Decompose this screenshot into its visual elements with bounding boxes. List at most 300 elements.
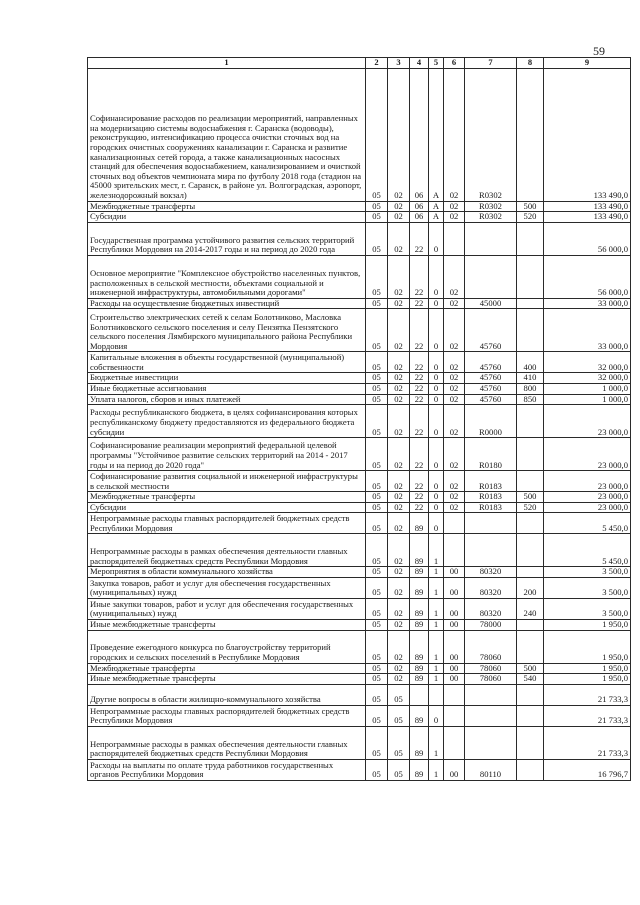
subprogram-code: 1 bbox=[429, 674, 444, 685]
column-header: 7 bbox=[465, 58, 517, 69]
row-name: Капитальные вложения в объекты государственной (муниципальной) собственности bbox=[88, 352, 366, 373]
subsection-code: 02 bbox=[388, 212, 410, 223]
subprogram-code: 1 bbox=[429, 567, 444, 578]
subsection-code: 02 bbox=[388, 471, 410, 492]
amount: 1 950,0 bbox=[544, 630, 631, 663]
column-header: 5 bbox=[429, 58, 444, 69]
table-row bbox=[88, 663, 631, 674]
subsection-code: 02 bbox=[388, 630, 410, 663]
main-activity-code: 00 bbox=[444, 567, 465, 578]
subprogram-code: 1 bbox=[429, 577, 444, 598]
direction-code: 78060 bbox=[465, 663, 517, 674]
section-code: 05 bbox=[366, 438, 388, 471]
table-header-row bbox=[88, 58, 631, 69]
main-activity-code: 00 bbox=[444, 577, 465, 598]
main-activity-code bbox=[444, 705, 465, 726]
column-header: 3 bbox=[388, 58, 410, 69]
subprogram-code: 0 bbox=[429, 705, 444, 726]
table-row bbox=[88, 255, 631, 298]
table-row bbox=[88, 212, 631, 223]
table-row bbox=[88, 759, 631, 780]
program-code: 89 bbox=[410, 577, 429, 598]
subprogram-code: А bbox=[429, 212, 444, 223]
section-code: 05 bbox=[366, 534, 388, 567]
expense-type-code bbox=[517, 471, 544, 492]
amount: 1 000,0 bbox=[544, 394, 631, 405]
main-activity-code: 00 bbox=[444, 674, 465, 685]
subprogram-code: 0 bbox=[429, 438, 444, 471]
subsection-code: 02 bbox=[388, 438, 410, 471]
expense-type-code: 500 bbox=[517, 663, 544, 674]
section-code: 05 bbox=[366, 619, 388, 630]
subprogram-code: 1 bbox=[429, 663, 444, 674]
program-code: 22 bbox=[410, 438, 429, 471]
row-name: Другие вопросы в области жилищно-коммунального хозяйства bbox=[88, 684, 366, 705]
expense-type-code bbox=[517, 630, 544, 663]
amount: 1 950,0 bbox=[544, 674, 631, 685]
direction-code: 45760 bbox=[465, 394, 517, 405]
direction-code: R0302 bbox=[465, 212, 517, 223]
program-code: 22 bbox=[410, 222, 429, 255]
program-code: 89 bbox=[410, 567, 429, 578]
row-name: Субсидии bbox=[88, 212, 366, 223]
amount: 23 000,0 bbox=[544, 492, 631, 503]
table-row bbox=[88, 705, 631, 726]
direction-code: 80320 bbox=[465, 567, 517, 578]
amount: 33 000,0 bbox=[544, 298, 631, 309]
direction-code: 45760 bbox=[465, 383, 517, 394]
expense-type-code bbox=[517, 619, 544, 630]
expense-type-code bbox=[517, 759, 544, 780]
table-row bbox=[88, 222, 631, 255]
subprogram-code: 1 bbox=[429, 619, 444, 630]
section-code: 05 bbox=[366, 68, 388, 201]
row-name: Софинансирование расходов по реализации мероприятий, направленных на модернизацию системы водоснабжения г. Саранска (водоводы), реконструкцию, интенсификацию процесса очистки сточных вод на городских очистных сооружениях канализации г. Саранска и развитие канализационных сетей города, а также канализационных насосных станций для обеспечения водоснабжением, канализированием и очисткой сточных вод объектов чемпионата мира по футболу 2018 года (стадион на 45000 зрительских мест, г. Саранск, в районе ул. Волгоградская, аэропорт, железнодорожный вокзал) bbox=[88, 68, 366, 201]
subprogram-code: 1 bbox=[429, 598, 444, 619]
row-name: Иные межбюджетные трансферты bbox=[88, 674, 366, 685]
main-activity-code: 02 bbox=[444, 471, 465, 492]
direction-code: 45000 bbox=[465, 298, 517, 309]
expense-type-code: 500 bbox=[517, 201, 544, 212]
row-name: Софинансирование реализации мероприятий федеральной целевой программы "Устойчивое развитие сельских территорий на 2014 - 2017 годы и на период до 2020 года" bbox=[88, 438, 366, 471]
subsection-code: 02 bbox=[388, 577, 410, 598]
program-code: 22 bbox=[410, 255, 429, 298]
direction-code: 78000 bbox=[465, 619, 517, 630]
main-activity-code: 02 bbox=[444, 438, 465, 471]
subsection-code: 02 bbox=[388, 513, 410, 534]
subsection-code: 02 bbox=[388, 663, 410, 674]
main-activity-code: 02 bbox=[444, 405, 465, 438]
program-code: 22 bbox=[410, 298, 429, 309]
amount: 3 500,0 bbox=[544, 598, 631, 619]
subprogram-code: А bbox=[429, 201, 444, 212]
amount: 1 950,0 bbox=[544, 619, 631, 630]
row-name: Государственная программа устойчивого развития сельских территорий Республики Мордовия на 2014-2017 годы и на период до 2020 года bbox=[88, 222, 366, 255]
main-activity-code bbox=[444, 222, 465, 255]
subprogram-code bbox=[429, 684, 444, 705]
section-code: 05 bbox=[366, 492, 388, 503]
subprogram-code: 0 bbox=[429, 405, 444, 438]
row-name: Межбюджетные трансферты bbox=[88, 663, 366, 674]
expense-type-code bbox=[517, 705, 544, 726]
program-code: 89 bbox=[410, 513, 429, 534]
table-row bbox=[88, 684, 631, 705]
subprogram-code: 1 bbox=[429, 726, 444, 759]
expense-type-code: 500 bbox=[517, 492, 544, 503]
subprogram-code: 1 bbox=[429, 630, 444, 663]
table-row bbox=[88, 373, 631, 384]
column-header: 9 bbox=[544, 58, 631, 69]
row-name: Бюджетные инвестиции bbox=[88, 373, 366, 384]
subprogram-code: 0 bbox=[429, 394, 444, 405]
subsection-code: 02 bbox=[388, 201, 410, 212]
main-activity-code: 02 bbox=[444, 255, 465, 298]
main-activity-code: 02 bbox=[444, 394, 465, 405]
amount: 23 000,0 bbox=[544, 471, 631, 492]
direction-code: 80110 bbox=[465, 759, 517, 780]
expense-type-code: 200 bbox=[517, 577, 544, 598]
table-row bbox=[88, 201, 631, 212]
direction-code bbox=[465, 534, 517, 567]
row-name: Проведение ежегодного конкурса по благоустройству территорий городских и сельских поселений в Республике Мордовия bbox=[88, 630, 366, 663]
amount: 1 000,0 bbox=[544, 383, 631, 394]
section-code: 05 bbox=[366, 373, 388, 384]
table-row bbox=[88, 630, 631, 663]
amount: 1 950,0 bbox=[544, 663, 631, 674]
direction-code bbox=[465, 513, 517, 534]
direction-code: R0302 bbox=[465, 68, 517, 201]
subsection-code: 05 bbox=[388, 726, 410, 759]
row-name: Межбюджетные трансферты bbox=[88, 201, 366, 212]
main-activity-code: 02 bbox=[444, 502, 465, 513]
expense-type-code: 520 bbox=[517, 502, 544, 513]
main-activity-code: 02 bbox=[444, 352, 465, 373]
program-code: 22 bbox=[410, 352, 429, 373]
direction-code: R0183 bbox=[465, 471, 517, 492]
subsection-code: 02 bbox=[388, 352, 410, 373]
amount: 21 733,3 bbox=[544, 705, 631, 726]
program-code: 22 bbox=[410, 394, 429, 405]
program-code: 89 bbox=[410, 598, 429, 619]
section-code: 05 bbox=[366, 630, 388, 663]
subsection-code: 02 bbox=[388, 598, 410, 619]
subsection-code: 02 bbox=[388, 405, 410, 438]
section-code: 05 bbox=[366, 222, 388, 255]
program-code: 06 bbox=[410, 68, 429, 201]
row-name: Непрограммные расходы в рамках обеспечения деятельности главных распорядителей бюджетных средств Республики Мордовия bbox=[88, 534, 366, 567]
subsection-code: 02 bbox=[388, 534, 410, 567]
program-code: 89 bbox=[410, 705, 429, 726]
section-code: 05 bbox=[366, 255, 388, 298]
main-activity-code: 02 bbox=[444, 492, 465, 503]
expense-type-code: 800 bbox=[517, 383, 544, 394]
subprogram-code: 1 bbox=[429, 534, 444, 567]
expense-type-code bbox=[517, 684, 544, 705]
subprogram-code: 0 bbox=[429, 309, 444, 352]
subsection-code: 02 bbox=[388, 492, 410, 503]
subsection-code: 02 bbox=[388, 309, 410, 352]
row-name: Расходы на осуществление бюджетных инвестиций bbox=[88, 298, 366, 309]
main-activity-code: 02 bbox=[444, 309, 465, 352]
subprogram-code: 0 bbox=[429, 352, 444, 373]
column-header: 6 bbox=[444, 58, 465, 69]
direction-code: R0000 bbox=[465, 405, 517, 438]
program-code: 89 bbox=[410, 663, 429, 674]
expense-type-code bbox=[517, 513, 544, 534]
table-row bbox=[88, 619, 631, 630]
budget-table bbox=[87, 57, 631, 781]
section-code: 05 bbox=[366, 663, 388, 674]
section-code: 05 bbox=[366, 513, 388, 534]
main-activity-code: 00 bbox=[444, 759, 465, 780]
program-code: 89 bbox=[410, 674, 429, 685]
subsection-code: 02 bbox=[388, 68, 410, 201]
amount: 56 000,0 bbox=[544, 222, 631, 255]
amount: 23 000,0 bbox=[544, 502, 631, 513]
expense-type-code bbox=[517, 222, 544, 255]
main-activity-code bbox=[444, 726, 465, 759]
amount: 5 450,0 bbox=[544, 534, 631, 567]
main-activity-code: 02 bbox=[444, 212, 465, 223]
subprogram-code: 0 bbox=[429, 492, 444, 503]
main-activity-code: 02 bbox=[444, 298, 465, 309]
amount: 16 796,7 bbox=[544, 759, 631, 780]
table-row bbox=[88, 567, 631, 578]
subprogram-code: 0 bbox=[429, 373, 444, 384]
amount: 21 733,3 bbox=[544, 684, 631, 705]
direction-code: R0183 bbox=[465, 492, 517, 503]
row-name: Иные бюджетные ассигнования bbox=[88, 383, 366, 394]
subprogram-code: 0 bbox=[429, 513, 444, 534]
direction-code: 80320 bbox=[465, 598, 517, 619]
direction-code bbox=[465, 705, 517, 726]
table-row bbox=[88, 598, 631, 619]
table-row bbox=[88, 438, 631, 471]
expense-type-code: 850 bbox=[517, 394, 544, 405]
row-name: Непрограммные расходы в рамках обеспечения деятельности главных распорядителей бюджетных средств Республики Мордовия bbox=[88, 726, 366, 759]
expense-type-code bbox=[517, 726, 544, 759]
main-activity-code: 02 bbox=[444, 373, 465, 384]
expense-type-code bbox=[517, 438, 544, 471]
main-activity-code: 00 bbox=[444, 663, 465, 674]
column-header: 8 bbox=[517, 58, 544, 69]
amount: 23 000,0 bbox=[544, 405, 631, 438]
column-header: 1 bbox=[88, 58, 366, 69]
direction-code: 80320 bbox=[465, 577, 517, 598]
table-row bbox=[88, 68, 631, 201]
subprogram-code: А bbox=[429, 68, 444, 201]
column-header: 2 bbox=[366, 58, 388, 69]
table-row bbox=[88, 405, 631, 438]
section-code: 05 bbox=[366, 502, 388, 513]
row-name: Основное мероприятие "Комплексное обустройство населенных пунктов, расположенных в сельской местности, объектами социальной и инженерной инфраструктуры, автомобильными дорогами" bbox=[88, 255, 366, 298]
program-code: 22 bbox=[410, 373, 429, 384]
program-code: 22 bbox=[410, 383, 429, 394]
subsection-code: 02 bbox=[388, 502, 410, 513]
direction-code: 45760 bbox=[465, 309, 517, 352]
direction-code: 78060 bbox=[465, 630, 517, 663]
subsection-code: 02 bbox=[388, 567, 410, 578]
page-number: 59 bbox=[593, 44, 605, 58]
main-activity-code: 02 bbox=[444, 383, 465, 394]
subsection-code: 02 bbox=[388, 255, 410, 298]
table-row bbox=[88, 383, 631, 394]
row-name: Софинансирование развития социальной и инженерной инфраструктуры в сельской местности bbox=[88, 471, 366, 492]
row-name: Непрограммные расходы главных распорядителей бюджетных средств Республики Мордовия bbox=[88, 513, 366, 534]
direction-code: R0183 bbox=[465, 502, 517, 513]
expense-type-code: 410 bbox=[517, 373, 544, 384]
subprogram-code: 0 bbox=[429, 298, 444, 309]
program-code: 89 bbox=[410, 619, 429, 630]
subprogram-code: 1 bbox=[429, 759, 444, 780]
program-code: 22 bbox=[410, 492, 429, 503]
amount: 133 490,0 bbox=[544, 212, 631, 223]
section-code: 05 bbox=[366, 684, 388, 705]
table-row bbox=[88, 513, 631, 534]
subsection-code: 05 bbox=[388, 684, 410, 705]
direction-code bbox=[465, 222, 517, 255]
expense-type-code bbox=[517, 567, 544, 578]
subsection-code: 02 bbox=[388, 394, 410, 405]
row-name: Непрограммные расходы главных распорядителей бюджетных средств Республики Мордовия bbox=[88, 705, 366, 726]
program-code bbox=[410, 684, 429, 705]
expense-type-code: 240 bbox=[517, 598, 544, 619]
table-row bbox=[88, 674, 631, 685]
section-code: 05 bbox=[366, 201, 388, 212]
main-activity-code: 02 bbox=[444, 201, 465, 212]
expense-type-code: 540 bbox=[517, 674, 544, 685]
section-code: 05 bbox=[366, 705, 388, 726]
main-activity-code bbox=[444, 534, 465, 567]
table-row bbox=[88, 471, 631, 492]
direction-code: 45760 bbox=[465, 373, 517, 384]
amount: 32 000,0 bbox=[544, 373, 631, 384]
section-code: 05 bbox=[366, 309, 388, 352]
section-code: 05 bbox=[366, 726, 388, 759]
amount: 133 490,0 bbox=[544, 201, 631, 212]
program-code: 89 bbox=[410, 726, 429, 759]
direction-code: R0302 bbox=[465, 201, 517, 212]
program-code: 06 bbox=[410, 212, 429, 223]
main-activity-code bbox=[444, 513, 465, 534]
table-row bbox=[88, 309, 631, 352]
amount: 3 500,0 bbox=[544, 567, 631, 578]
amount: 21 733,3 bbox=[544, 726, 631, 759]
program-code: 89 bbox=[410, 630, 429, 663]
amount: 5 450,0 bbox=[544, 513, 631, 534]
expense-type-code bbox=[517, 534, 544, 567]
direction-code: R0180 bbox=[465, 438, 517, 471]
section-code: 05 bbox=[366, 567, 388, 578]
section-code: 05 bbox=[366, 394, 388, 405]
table-row bbox=[88, 394, 631, 405]
subsection-code: 02 bbox=[388, 383, 410, 394]
row-name: Закупка товаров, работ и услуг для обеспечения государственных (муниципальных) нужд bbox=[88, 577, 366, 598]
subprogram-code: 0 bbox=[429, 222, 444, 255]
expense-type-code bbox=[517, 298, 544, 309]
row-name: Строительство электрических сетей к селам Болотниково, Масловка Болотниковского сельского поселения и селу Пензятка Пензятского сельского поселения Лямбирского муниципального района Республики Мордовия bbox=[88, 309, 366, 352]
amount: 56 000,0 bbox=[544, 255, 631, 298]
program-code: 22 bbox=[410, 471, 429, 492]
program-code: 22 bbox=[410, 502, 429, 513]
amount: 32 000,0 bbox=[544, 352, 631, 373]
table-row bbox=[88, 534, 631, 567]
subsection-code: 02 bbox=[388, 674, 410, 685]
program-code: 22 bbox=[410, 405, 429, 438]
table-row bbox=[88, 352, 631, 373]
subprogram-code: 0 bbox=[429, 471, 444, 492]
section-code: 05 bbox=[366, 471, 388, 492]
row-name: Субсидии bbox=[88, 502, 366, 513]
program-code: 89 bbox=[410, 759, 429, 780]
amount: 23 000,0 bbox=[544, 438, 631, 471]
direction-code bbox=[465, 255, 517, 298]
subsection-code: 02 bbox=[388, 222, 410, 255]
main-activity-code: 00 bbox=[444, 619, 465, 630]
subprogram-code: 0 bbox=[429, 255, 444, 298]
subsection-code: 02 bbox=[388, 373, 410, 384]
section-code: 05 bbox=[366, 598, 388, 619]
expense-type-code bbox=[517, 405, 544, 438]
main-activity-code: 00 bbox=[444, 598, 465, 619]
section-code: 05 bbox=[366, 674, 388, 685]
amount: 3 500,0 bbox=[544, 577, 631, 598]
row-name: Расходы республиканского бюджета, в целях софинансирования которых республиканскому бюджету предоставляются из федерального бюджета субсидии bbox=[88, 405, 366, 438]
section-code: 05 bbox=[366, 352, 388, 373]
section-code: 05 bbox=[366, 383, 388, 394]
direction-code: 45760 bbox=[465, 352, 517, 373]
amount: 133 490,0 bbox=[544, 68, 631, 201]
section-code: 05 bbox=[366, 405, 388, 438]
column-header: 4 bbox=[410, 58, 429, 69]
amount: 33 000,0 bbox=[544, 309, 631, 352]
table-row bbox=[88, 492, 631, 503]
row-name: Расходы на выплаты по оплате труда работников государственных органов Республики Мордовия bbox=[88, 759, 366, 780]
table-row bbox=[88, 577, 631, 598]
expense-type-code: 520 bbox=[517, 212, 544, 223]
main-activity-code: 00 bbox=[444, 630, 465, 663]
row-name: Иные закупки товаров, работ и услуг для обеспечения государственных (муниципальных) нужд bbox=[88, 598, 366, 619]
subsection-code: 02 bbox=[388, 619, 410, 630]
subsection-code: 05 bbox=[388, 705, 410, 726]
row-name: Иные межбюджетные трансферты bbox=[88, 619, 366, 630]
subprogram-code: 0 bbox=[429, 502, 444, 513]
subsection-code: 05 bbox=[388, 759, 410, 780]
main-activity-code: 02 bbox=[444, 68, 465, 201]
program-code: 22 bbox=[410, 309, 429, 352]
section-code: 05 bbox=[366, 577, 388, 598]
section-code: 05 bbox=[366, 759, 388, 780]
main-activity-code bbox=[444, 684, 465, 705]
row-name: Межбюджетные трансферты bbox=[88, 492, 366, 503]
program-code: 06 bbox=[410, 201, 429, 212]
direction-code bbox=[465, 726, 517, 759]
row-name: Мероприятия в области коммунального хозяйства bbox=[88, 567, 366, 578]
table-row bbox=[88, 502, 631, 513]
table-row bbox=[88, 298, 631, 309]
expense-type-code bbox=[517, 255, 544, 298]
expense-type-code bbox=[517, 68, 544, 201]
section-code: 05 bbox=[366, 298, 388, 309]
section-code: 05 bbox=[366, 212, 388, 223]
subsection-code: 02 bbox=[388, 298, 410, 309]
expense-type-code bbox=[517, 309, 544, 352]
direction-code bbox=[465, 684, 517, 705]
table-row bbox=[88, 726, 631, 759]
program-code: 89 bbox=[410, 534, 429, 567]
row-name: Уплата налогов, сборов и иных платежей bbox=[88, 394, 366, 405]
direction-code: 78060 bbox=[465, 674, 517, 685]
